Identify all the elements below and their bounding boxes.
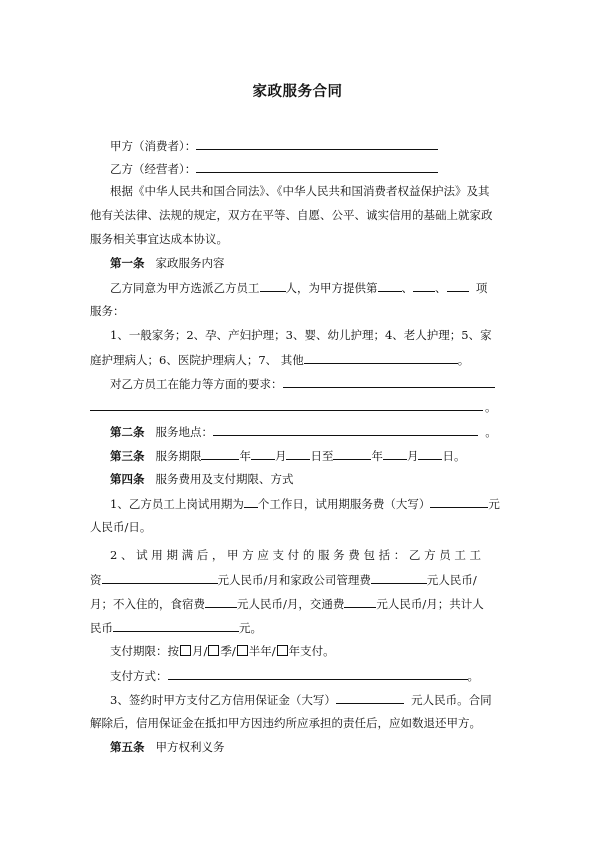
fee-clause-line-4: 民币 元。 <box>90 621 262 635</box>
requirement-blank-1[interactable] <box>283 375 495 388</box>
staff-count-blank[interactable] <box>260 279 286 292</box>
party-a-line <box>110 137 438 154</box>
article-1-title: 家政服务内容 <box>155 256 225 270</box>
service-list-line-2: 庭护理病人；6、医院护理病人；7、 其他 。 <box>90 353 470 367</box>
board-fee-blank[interactable] <box>205 595 237 608</box>
end-month-blank[interactable] <box>383 447 407 460</box>
fee-clause-line-2: 资 元人民币/月和家政公司管理费 元人民币/ <box>90 573 477 587</box>
service-item-blank-3[interactable] <box>447 279 469 292</box>
article-4-number: 第四条 <box>110 472 145 486</box>
service-list-line-1: 1、一般家务；2、孕、产妇护理；3、婴、幼儿护理；4、老人护理；5、家 <box>110 328 492 342</box>
start-year-blank[interactable] <box>201 447 239 460</box>
end-day-blank[interactable] <box>418 447 442 460</box>
start-day-blank[interactable] <box>286 447 310 460</box>
article-5-number: 第五条 <box>110 740 145 754</box>
article-3-line: 第三条 服务期限 年 月 日至 年 月 日。 <box>110 449 466 463</box>
transport-fee-blank[interactable] <box>344 595 376 608</box>
payment-method-line: 支付方式： 。 <box>110 669 479 683</box>
article-1-line-1: 乙方同意为甲方选派乙方员工 人，为甲方提供第 、 、 项 <box>110 281 488 295</box>
payment-period-line: 支付期限：按 月/ 季/ 半年/ 年支付。 <box>110 644 335 658</box>
service-location-blank[interactable] <box>213 423 478 436</box>
party-b-blank[interactable] <box>196 160 438 173</box>
checkbox-half-year[interactable] <box>237 645 248 656</box>
trial-period-line: 1、乙方员工上岗试用期为 个工作日，试用期服务费（大写） 元 <box>110 497 500 511</box>
management-fee-blank[interactable] <box>371 571 427 584</box>
total-fee-blank[interactable] <box>113 619 239 632</box>
article-3-number: 第三条 <box>110 449 145 463</box>
end-year-blank[interactable] <box>333 447 371 460</box>
preamble-line-3: 服务相关事宜达成本协议。 <box>90 232 228 246</box>
article-5-title: 甲方权利义务 <box>155 740 225 754</box>
staff-requirement-line: 对乙方员工在能力等方面的要求： <box>110 375 495 392</box>
fee-clause-line-3: 月；不入住的，食宿费 元人民币/月，交通费 元人民币/月；共计人 <box>90 597 484 611</box>
trial-fee-unit: 人民币/日。 <box>90 520 152 534</box>
preamble-line-2: 他有关法律、法规的规定，双方在平等、自愿、公平、诚实信用的基础上就家政 <box>90 208 493 222</box>
party-b-label: 乙方（经营者）： <box>110 162 197 176</box>
article-1-heading <box>110 255 224 271</box>
requirement-blank-2[interactable] <box>90 410 483 411</box>
checkbox-quarterly[interactable] <box>208 645 219 656</box>
service-item-blank-1[interactable] <box>378 279 402 292</box>
service-item-blank-2[interactable] <box>413 279 435 292</box>
party-b-line <box>110 160 438 177</box>
article-1-number: 第一条 <box>110 256 145 270</box>
preamble-line-1: 根据《中华人民共和国合同法》、《中华人民共和国消费者权益保护法》及其 <box>110 184 490 198</box>
fee-clause-line-1: 2 、 试 用 期 满 后 ， 甲 方 应 支 付 的 服 务 费 包 括 ： 乙 方 员 工 工 <box>110 548 482 562</box>
page-title: 家政服务合同 <box>252 83 343 100</box>
article-1-line-2: 服务： <box>90 304 125 318</box>
deposit-line-1: 3、签约时甲方支付乙方信用保证金（大写） 元人民币。合同 <box>110 693 492 707</box>
article-5-heading <box>110 739 224 755</box>
deposit-amount-blank[interactable] <box>336 691 404 704</box>
trial-days-blank[interactable] <box>244 495 258 508</box>
other-service-blank[interactable] <box>304 351 458 364</box>
party-a-blank[interactable] <box>196 137 438 150</box>
checkbox-monthly[interactable] <box>180 645 191 656</box>
wage-blank[interactable] <box>102 571 218 584</box>
article-2-line: 第二条 服务地点： 。 <box>110 425 497 439</box>
trial-fee-blank[interactable] <box>430 495 488 508</box>
deposit-line-2: 解除后，信用保证金在抵扣甲方因违约所应承担的责任后，应如数退还甲方。 <box>90 716 481 730</box>
start-month-blank[interactable] <box>251 447 275 460</box>
checkbox-yearly[interactable] <box>277 645 288 656</box>
article-4-title: 服务费用及支付期限、方式 <box>155 472 294 486</box>
requirement-end: 。 <box>485 400 497 414</box>
article-2-number: 第二条 <box>110 425 145 439</box>
payment-method-blank[interactable] <box>168 667 468 680</box>
party-a-label: 甲方（消费者）： <box>110 139 197 153</box>
article-4-heading <box>110 471 293 487</box>
